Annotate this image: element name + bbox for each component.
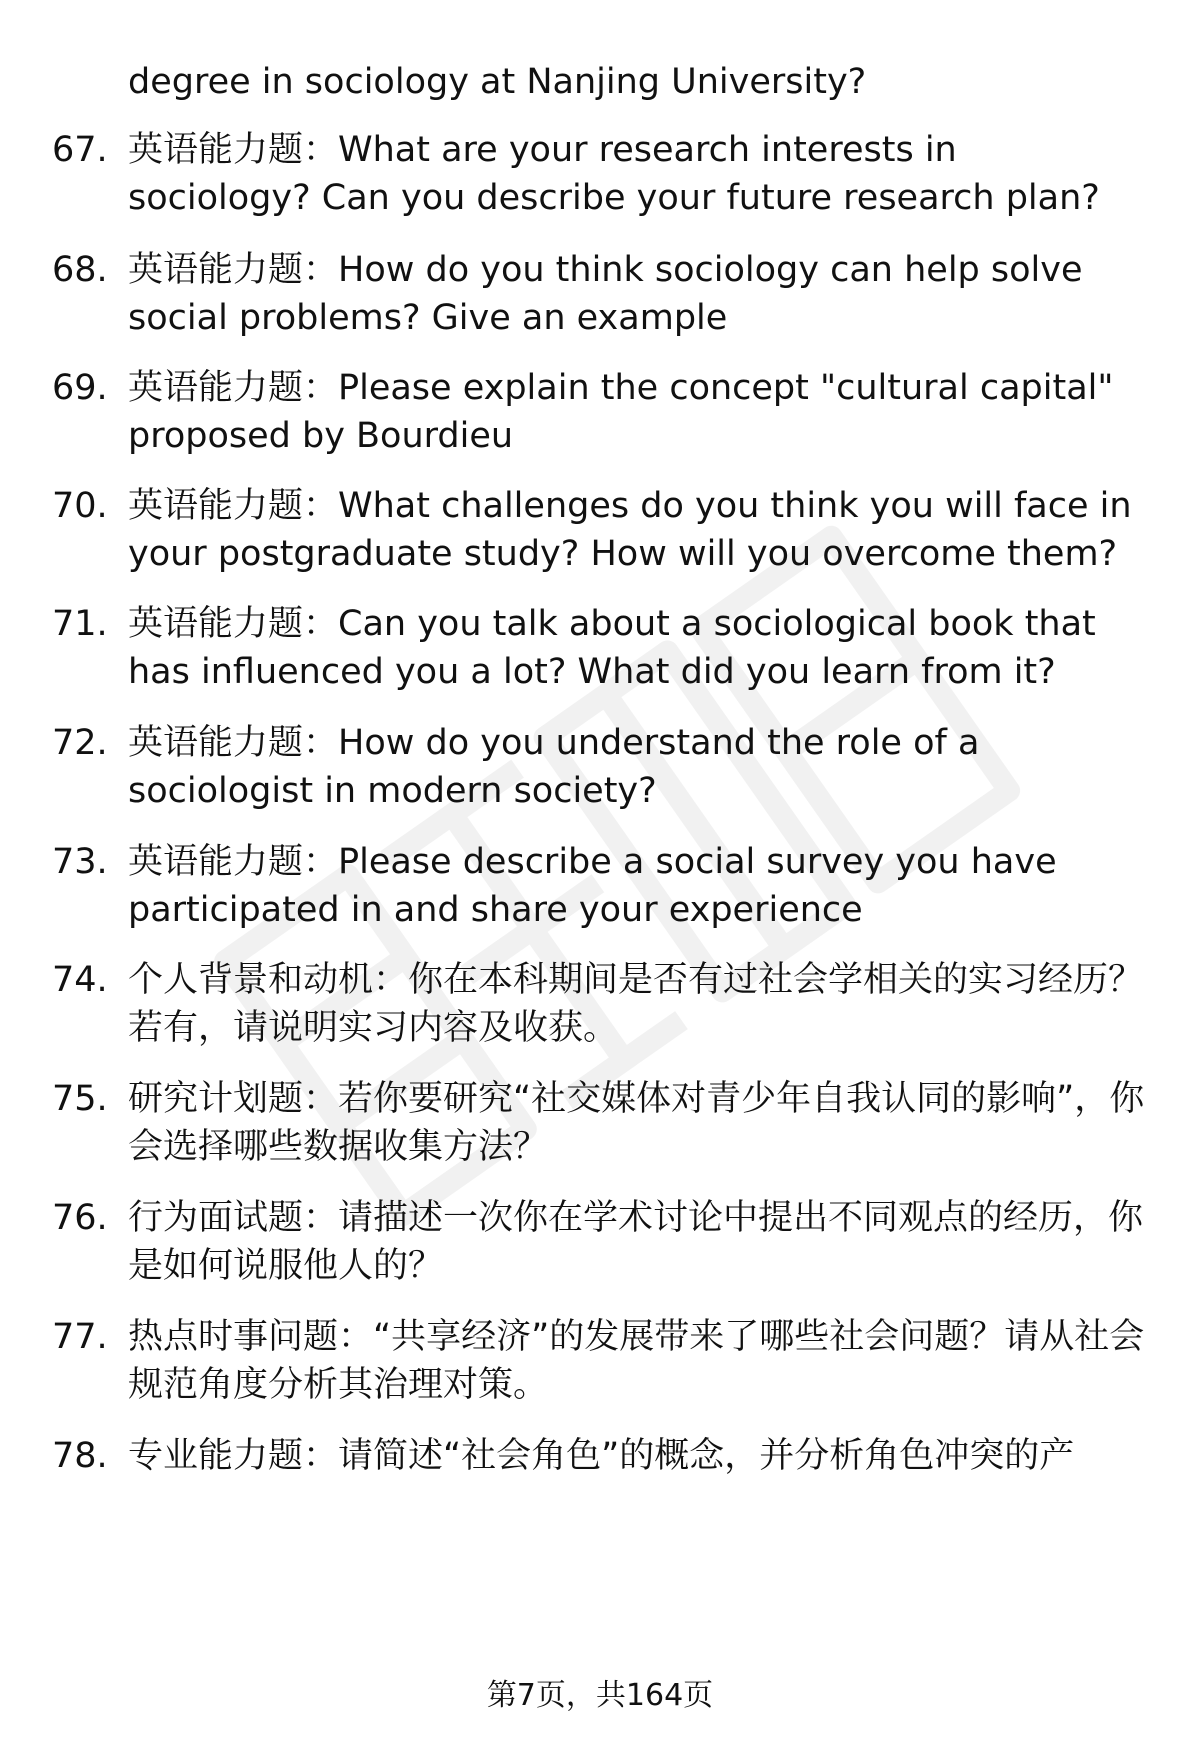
question-number: 78. <box>52 1436 108 1476</box>
question-text: 专业能力题：请简述“社会角色”的概念，并分析角色冲突的产 <box>128 1436 1075 1476</box>
question-number: 69. <box>52 368 108 408</box>
question-number: 73. <box>52 842 108 882</box>
question-number: 75. <box>52 1079 108 1119</box>
question-text: 研究计划题：若你要研究“社交媒体对青少年自我认同的影响”，你会选择哪些数据收集方法？ <box>128 1079 1145 1167</box>
question-text: 英语能力题：Please explain the concept "cultural capital" proposed by Bourdieu <box>128 368 1114 456</box>
question-text: 英语能力题：How do you think sociology can help solve social problems? Give an example <box>128 250 1083 338</box>
question-number: 72. <box>52 723 108 763</box>
question-item-67 <box>52 126 1152 222</box>
question-text: 英语能力题：How do you understand the role of a sociologist in modern society? <box>128 723 980 811</box>
question-item-78 <box>52 1432 1152 1480</box>
question-number: 67. <box>52 130 108 170</box>
question-text: 热点时事问题：“共享经济”的发展带来了哪些社会问题？请从社会规范角度分析其治理对策。 <box>128 1317 1145 1405</box>
question-item-69 <box>52 364 1152 460</box>
question-text: 英语能力题：Can you talk about a sociological book that has influenced you a lot? What did you learn from it? <box>128 604 1096 692</box>
question-number: 68. <box>52 250 108 290</box>
question-item-70 <box>52 482 1152 578</box>
question-number: 70. <box>52 486 108 526</box>
question-item-76 <box>52 1194 1152 1290</box>
question-number: 76. <box>52 1198 108 1238</box>
question-item-75 <box>52 1075 1152 1171</box>
continued-question-text: degree in sociology at Nanjing University? <box>128 62 867 102</box>
question-text: 英语能力题：What challenges do you think you will face in your postgraduate study? How will you overcome them? <box>128 486 1132 574</box>
question-text: 个人背景和动机：你在本科期间是否有过社会学相关的实习经历？若有，请说明实习内容及收获。 <box>128 960 1144 1048</box>
question-item-74 <box>52 956 1152 1052</box>
question-item-71 <box>52 600 1152 696</box>
question-number: 71. <box>52 604 108 644</box>
question-item-72 <box>52 719 1152 815</box>
question-text: 行为面试题：请描述一次你在学术讨论中提出不同观点的经历，你是如何说服他人的？ <box>128 1198 1144 1286</box>
question-number: 74. <box>52 960 108 1000</box>
question-item-73 <box>52 838 1152 934</box>
question-text: 英语能力题：What are your research interests in sociology? Can you describe your future research plan? <box>128 130 1100 218</box>
page-footer: 第7页，共164页 <box>486 1678 714 1713</box>
question-item-68 <box>52 246 1152 342</box>
question-item-77 <box>52 1313 1152 1409</box>
question-text: 英语能力题：Please describe a social survey you have participated in and share your experience <box>128 842 1057 930</box>
question-number: 77. <box>52 1317 108 1357</box>
